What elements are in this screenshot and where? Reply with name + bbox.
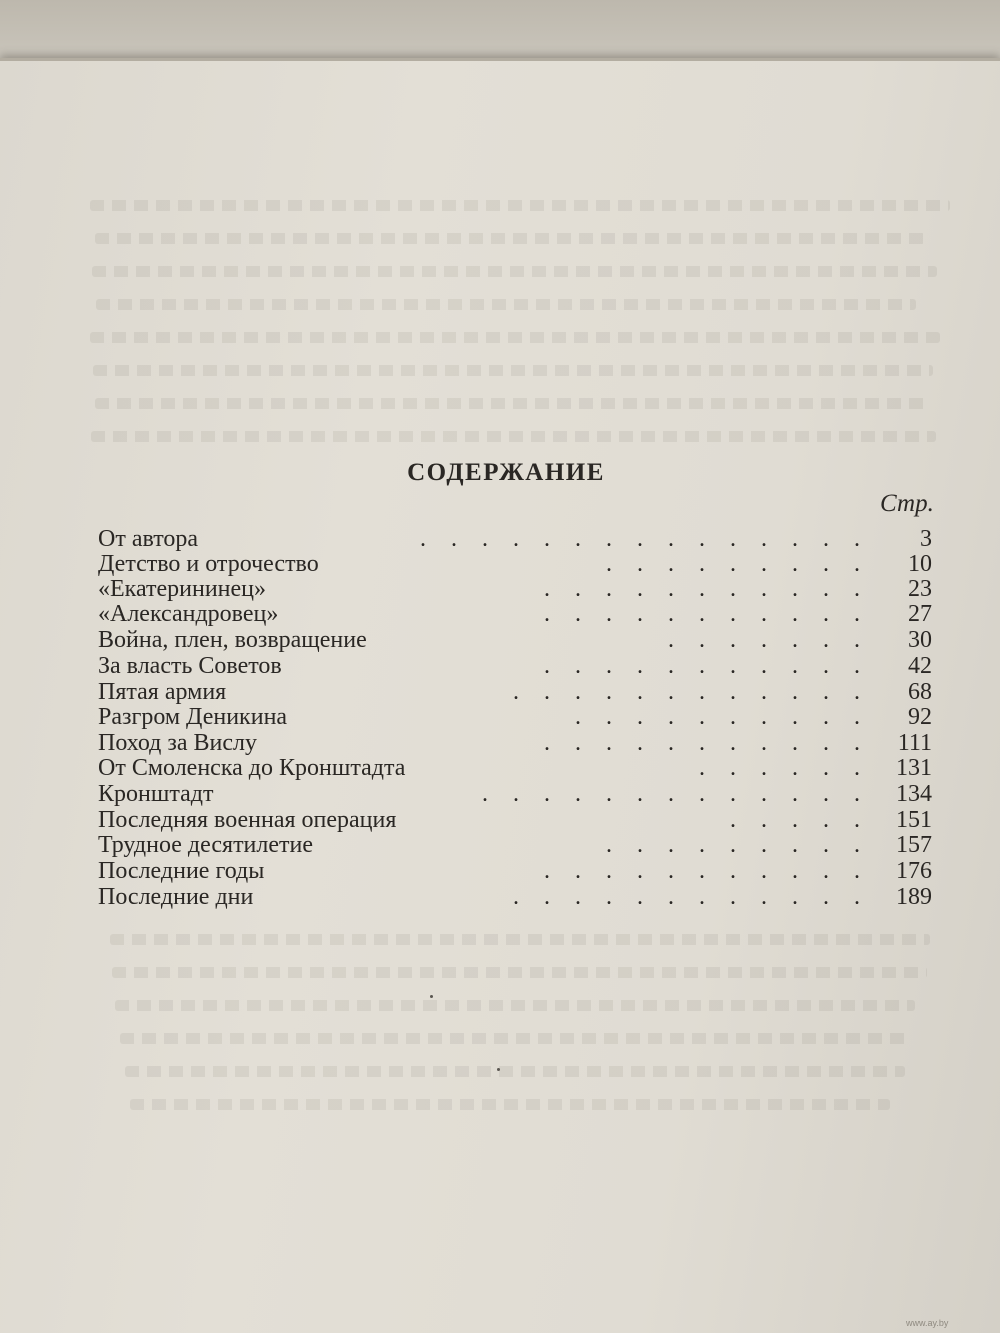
toc-entry-page: 10 xyxy=(908,551,932,577)
toc-entry xyxy=(98,703,932,731)
dot-leader: . . . . . . . xyxy=(668,627,860,653)
print-speck xyxy=(430,995,433,998)
dot-leader: . . . . . . . . . . . . xyxy=(513,884,860,910)
toc-entry-title: Последние дни xyxy=(98,884,254,910)
toc-entry-page: 151 xyxy=(896,807,932,833)
toc-entry-page: 131 xyxy=(896,755,932,781)
toc-entry-title: От автора xyxy=(98,526,199,552)
toc-entry-page: 23 xyxy=(908,576,932,602)
toc-entry-page: 189 xyxy=(896,884,932,910)
toc-entry xyxy=(98,550,932,578)
toc-entry xyxy=(98,575,932,603)
toc-heading: СОДЕРЖАНИЕ xyxy=(407,459,605,486)
page-column-label: Стр. xyxy=(880,490,934,517)
toc-entry-title: От Смоленска до Кронштадта xyxy=(98,755,406,781)
toc-entry-title: Пятая армия xyxy=(98,679,227,705)
dot-leader: . . . . . . . . . . . . xyxy=(513,679,860,705)
dot-leader: . . . . . xyxy=(730,807,860,833)
dot-leader: . . . . . . xyxy=(699,755,860,781)
dot-leader: . . . . . . . . . . xyxy=(575,704,860,730)
dot-leader: . . . . . . . . . . . xyxy=(544,858,860,884)
toc-entry-title: Последние годы xyxy=(98,858,265,884)
dot-leader: . . . . . . . . . . . xyxy=(544,576,860,602)
dot-leader: . . . . . . . . . . . . . xyxy=(482,781,860,807)
site-watermark: www.ay.by xyxy=(906,1318,949,1328)
dot-leader: . . . . . . . . . . . . . . . xyxy=(420,526,860,552)
toc-entry-title: Трудное десятилетие xyxy=(98,832,314,858)
toc-entry-title: Последняя военная операция xyxy=(98,807,397,833)
toc-entry-page: 27 xyxy=(908,601,932,627)
toc-entry xyxy=(98,857,932,885)
toc-entry xyxy=(98,806,932,834)
dot-leader: . . . . . . . . . xyxy=(606,551,860,577)
toc-entry-title: «Александровец» xyxy=(98,601,279,627)
dot-leader: . . . . . . . . . . . xyxy=(544,601,860,627)
toc-entry-title: Кронштадт xyxy=(98,781,214,807)
toc-entry xyxy=(98,729,932,757)
dot-leader: . . . . . . . . . xyxy=(606,832,860,858)
dot-leader: . . . . . . . . . . . xyxy=(544,653,860,679)
toc-entry xyxy=(98,626,932,654)
toc-entry-page: 42 xyxy=(908,653,932,679)
toc-entry xyxy=(98,525,932,553)
toc-entry xyxy=(98,883,932,911)
toc-entry xyxy=(98,780,932,808)
toc-entry-title: Детство и отрочество xyxy=(98,551,319,577)
toc-entry-page: 111 xyxy=(897,730,932,756)
toc-entry xyxy=(98,678,932,706)
toc-entry-title: За власть Советов xyxy=(98,653,282,679)
toc-entry-page: 30 xyxy=(908,627,932,653)
toc-entry-title: Поход за Вислу xyxy=(98,730,257,756)
toc-entry-page: 176 xyxy=(896,858,932,884)
toc-entry-title: «Екатерининец» xyxy=(98,576,266,602)
toc-entry-page: 92 xyxy=(908,704,932,730)
toc-entry-page: 68 xyxy=(908,679,932,705)
toc-entry xyxy=(98,831,932,859)
toc-entry-title: Война, плен, возвращение xyxy=(98,627,367,653)
dot-leader: . . . . . . . . . . . xyxy=(544,730,860,756)
toc-entry xyxy=(98,600,932,628)
toc-entry-page: 157 xyxy=(896,832,932,858)
toc-entry xyxy=(98,652,932,680)
toc-entry-page: 134 xyxy=(896,781,932,807)
toc-entry xyxy=(98,754,932,782)
toc-entry-page: 3 xyxy=(920,526,932,552)
toc-entry-title: Разгром Деникина xyxy=(98,704,288,730)
print-speck xyxy=(497,1068,500,1071)
